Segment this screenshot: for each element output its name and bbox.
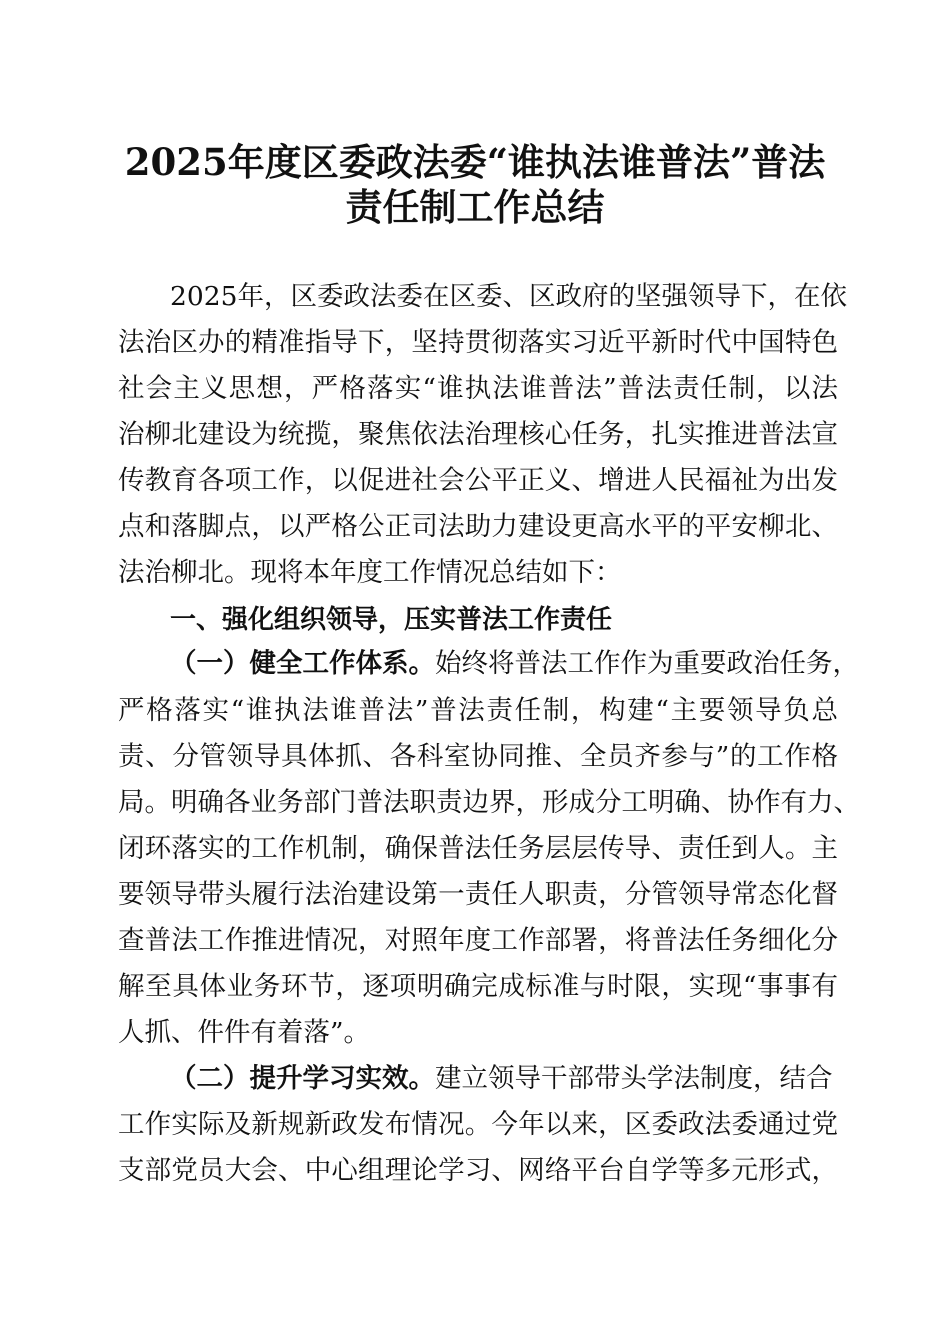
intro-line: 2025年，区委政法委在区委、区政府的坚强领导下，在依 xyxy=(170,281,847,312)
document-title-line-2: 责任制工作总结 xyxy=(345,185,605,229)
document-title-line-1: 2025年度区委政法委“谁执法谁普法”普法 xyxy=(124,140,826,184)
section1-line: 要领导带头履行法治建设第一责任人职责，分管领导常态化督 xyxy=(118,879,838,910)
section2-text: 建立领导干部带头学法制度，结合 xyxy=(435,1063,833,1094)
section1-line xyxy=(170,644,859,684)
section2-line: 支部党员大会、中心组理论学习、网络平台自学等多元形式， xyxy=(118,1155,838,1186)
section2-line xyxy=(170,1059,833,1099)
section1-line: 严格落实“谁执法谁普法”普法责任制，构建“主要领导负总 xyxy=(118,695,838,726)
intro-line: 传教育各项工作，以促进社会公平正义、增进人民福祉为出发 xyxy=(118,465,838,496)
intro-line: 法治柳北。现将本年度工作情况总结如下： xyxy=(118,557,622,588)
section1-line: 闭环落实的工作机制，确保普法任务层层传导、责任到人。主 xyxy=(118,833,838,864)
section2-lead: （二）提升学习实效。 xyxy=(170,1063,435,1094)
section2-line: 工作实际及新规新政发布情况。今年以来，区委政法委通过党 xyxy=(118,1109,838,1140)
section1-line: 解至具体业务环节，逐项明确完成标准与时限，实现“事事有 xyxy=(118,971,838,1002)
intro-line: 点和落脚点，以严格公正司法助力建设更高水平的平安柳北、 xyxy=(118,511,838,542)
intro-line: 社会主义思想，严格落实“谁执法谁普法”普法责任制，以法 xyxy=(118,373,838,404)
section1-line: 责、分管领导具体抓、各科室协同推、全员齐参与”的工作格 xyxy=(118,741,838,772)
section1-lead: （一）健全工作体系。 xyxy=(170,648,435,679)
intro-line: 治柳北建设为统揽，聚焦依法治理核心任务，扎实推进普法宣 xyxy=(118,419,838,450)
section1-line: 人抓、件件有着落”。 xyxy=(118,1017,371,1048)
section-heading: 一、强化组织领导，压实普法工作责任 xyxy=(170,605,613,635)
section1-line: 查普法工作推进情况，对照年度工作部署，将普法任务细化分 xyxy=(118,925,838,956)
intro-line: 法治区办的精准指导下，坚持贯彻落实习近平新时代中国特色 xyxy=(118,327,838,358)
section1-line: 局。明确各业务部门普法职责边界，形成分工明确、协作有力、 xyxy=(118,787,860,818)
section1-text: 始终将普法工作作为重要政治任务， xyxy=(435,648,859,679)
